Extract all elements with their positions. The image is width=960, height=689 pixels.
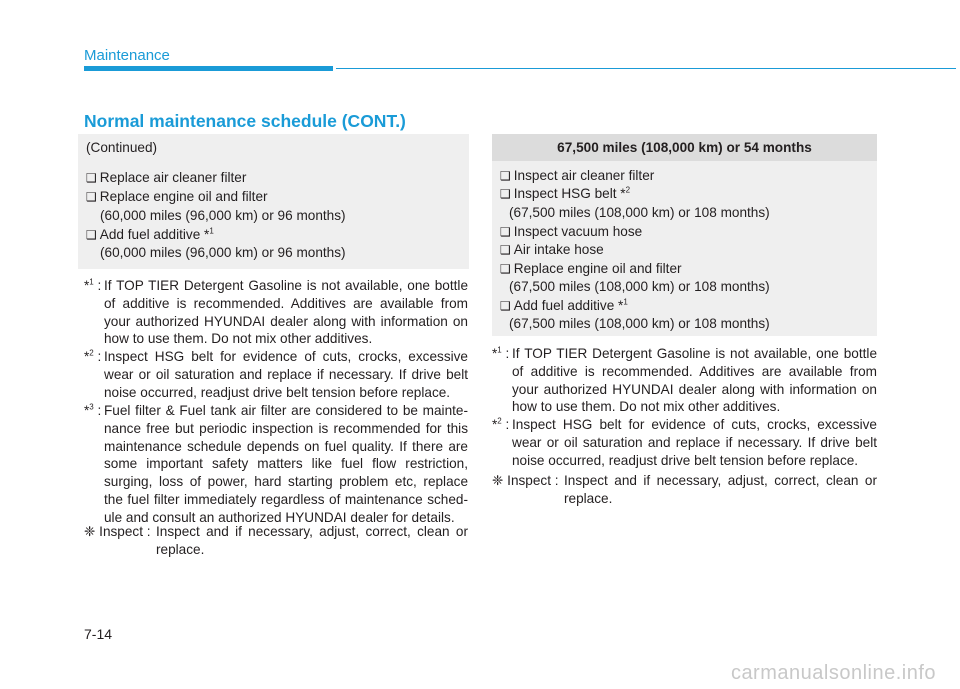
checkbox-icon: ❑ [500, 187, 511, 201]
list-item-text: Inspect vacuum hose [513, 224, 643, 239]
list-item-interval [509, 315, 770, 332]
list-item-text: (60,000 miles (96,000 km) or 96 months) [100, 245, 346, 260]
list-item-text: (67,500 miles (108,000 km) or 108 months) [509, 316, 770, 331]
list-item [500, 167, 654, 185]
left-schedule-box [78, 134, 469, 269]
list-item-text: Replace air cleaner filter [99, 170, 247, 185]
footnote-text: Inspect HSG belt for evidence of cuts, crocks, excessive wear or oil saturation and replace if necessary. If drive belt noise occurred, readjust drive belt tension before replace. [512, 417, 877, 468]
header-rule-thin [336, 68, 956, 69]
footnote-mark: *$^1$ : [492, 345, 510, 361]
inspect-text: Inspect and if necessary, adjust, correct, clean or replace. [156, 524, 468, 557]
checkbox-icon: ❑ [86, 228, 97, 242]
footnote-text: Fuel filter & Fuel tank air filter are considered to be mainte- nance free but periodic inspection is recommended for this maintenance schedule depends on fuel quality. If there are some important safety matters like fuel flow restriction, surging, loss of power, hard starting problem etc, replace the fuel filter immediately regardless of maintenance sched- ule and consult an authorized HYUNDAI dealer for details. [104, 403, 468, 525]
footnote-text: If TOP TIER Detergent Gasoline is not available, one bottle of additive is recommended. Additives are available from your authorized HYUNDAI dealer along with information on how to use them. Do not mix other additives. [512, 346, 877, 415]
watermark-text: carmanualsonline.info [730, 662, 936, 684]
list-item-text: Inspect HSG belt * [513, 186, 626, 201]
inspect-note [492, 472, 877, 508]
list-item-text: Air intake hose [513, 242, 604, 257]
footnote-mark: *$^3$ : [84, 402, 102, 418]
checkbox-icon: ❑ [86, 190, 97, 204]
inspect-note [84, 523, 468, 559]
schedule-interval-title: 67,500 miles (108,000 km) or 54 months [492, 134, 877, 161]
footnote [84, 402, 468, 527]
footnote-ref: 1 [623, 297, 628, 307]
footnote [84, 277, 468, 348]
list-item [500, 260, 682, 278]
list-item-text: Add fuel additive * [513, 298, 624, 313]
footnote [84, 348, 468, 401]
inspect-text: Inspect and if necessary, adjust, correct, clean or replace. [564, 473, 877, 506]
inspect-mark: ❈ Inspect : [84, 524, 151, 539]
list-item-interval [100, 244, 346, 261]
list-item-text: (67,500 miles (108,000 km) or 108 months) [509, 279, 770, 294]
list-item [500, 185, 630, 203]
list-item-text: (67,500 miles (108,000 km) or 108 months) [509, 205, 770, 220]
checkbox-icon: ❑ [500, 169, 511, 183]
section-label: Maintenance [84, 47, 170, 64]
checkbox-icon: ❑ [500, 225, 511, 239]
list-item-text: Add fuel additive * [99, 227, 210, 242]
inspect-mark: ❈ Inspect : [492, 473, 559, 488]
right-schedule-list [492, 161, 877, 336]
list-item-interval [509, 278, 770, 295]
list-item [500, 223, 642, 241]
checkbox-icon: ❑ [500, 262, 511, 276]
footnote-mark: *$^2$ : [84, 348, 102, 364]
footnote [492, 345, 877, 416]
list-item [500, 297, 628, 315]
checkbox-icon: ❑ [500, 299, 511, 313]
list-item [86, 188, 268, 206]
list-item [86, 226, 214, 244]
footnote-text: Inspect HSG belt for evidence of cuts, crocks, excessive wear or oil saturation and replace if necessary. If drive belt noise occurred, readjust drive belt tension before replace. [104, 349, 468, 400]
page-heading: Normal maintenance schedule (CONT.) [84, 111, 406, 131]
footnote-ref: 2 [625, 185, 631, 195]
footnote-mark: *$^1$ : [84, 277, 102, 293]
list-item [86, 169, 246, 187]
list-item-text: Replace engine oil and filter [513, 261, 682, 276]
asterisk-icon: ❈ [492, 473, 504, 488]
list-item-text: Replace engine oil and filter [99, 189, 268, 204]
checkbox-icon: ❑ [86, 171, 97, 185]
list-item-interval [509, 204, 770, 221]
asterisk-icon: ❈ [84, 524, 96, 539]
footnote-mark: *$^2$ : [492, 416, 510, 432]
checkbox-icon: ❑ [500, 243, 511, 257]
footnote-ref: 1 [209, 226, 214, 236]
list-item-text: (60,000 miles (96,000 km) or 96 months) [100, 208, 346, 223]
page-number: 7-14 [84, 626, 113, 642]
footnote [492, 416, 877, 469]
list-item [500, 241, 604, 259]
header-rule-thick [84, 66, 333, 71]
list-item-interval [100, 207, 346, 224]
continued-label: (Continued) [86, 140, 158, 155]
footnote-text: If TOP TIER Detergent Gasoline is not available, one bottle of additive is recommended. Additives are available from your authorized HYUNDAI dealer along with information on how to use them. Do not mix other additives. [104, 278, 468, 347]
list-item-text: Inspect air cleaner filter [513, 168, 655, 183]
